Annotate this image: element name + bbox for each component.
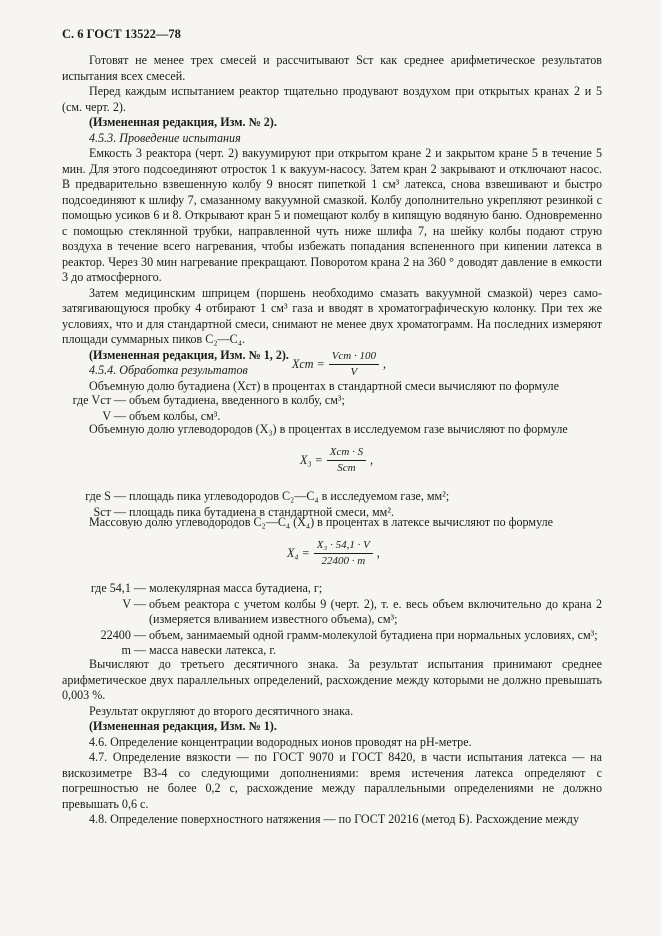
formula-lhs: X₃ = <box>300 452 323 467</box>
paragraph: 4.7. Определение вязкости — по ГОСТ 9070 и ГОСТ 8420, в части испытания латекса — на вискозиметре ВЗ-4 со следующими дополнениями: время истечения латекса определяют с погрешностью не более 0,2 с, расхождение между параллельными определениями не должно превышать 0,6 с. <box>62 750 602 811</box>
definition-text: объем бутадиена, введенного в колбу, см³; <box>129 393 345 407</box>
formula-numerator: Xст · S <box>327 446 366 461</box>
paragraph: Затем медицинским шприцем (поршень необходимо смазать вакуумной смазкой) через само-затягивающуюся пробку 4 отбирают 1 см³ газа и вводят в хроматографическую колонку. При тех же условиях, что и для стандартной смеси, снимают не менее двух хроматограмм. На последних измеряют площади суммарных пиков С₂—С₄. <box>62 285 602 346</box>
formula-tail: , <box>370 452 374 467</box>
formula-numerator: Vст · 100 <box>329 350 379 365</box>
page-header: С. 6 ГОСТ 13522—78 <box>62 27 181 41</box>
formula-lhs: Xст = <box>292 356 325 371</box>
definition-term: где 54,1 — <box>90 581 146 595</box>
definition-row <box>62 597 602 628</box>
definition-text: объем реактора с учетом колбы 9 (черт. 2), т. е. весь объем включительно до крана 2 (измеряется вливанием известного объема), см³; <box>149 596 602 626</box>
formula-fraction <box>327 446 366 475</box>
section-heading: 4.5.4. Обработка результатов <box>89 363 248 377</box>
paragraph: Вычисляют до третьего десятичного знака. За результат испытания принимают среднее арифметическое двух параллельных определений, расхождение между которыми не должно превышать 0,003 %. <box>62 657 602 702</box>
formula-numerator: X₃ · 54,1 · V <box>314 539 373 554</box>
formula-lhs: X₄ = <box>287 545 310 560</box>
formula-x4 <box>287 539 380 568</box>
paragraph: Готовят не менее трех смесей и рассчитывают Sст как среднее арифметическое результатов испытания всех смесей. <box>62 53 602 83</box>
paragraph: 4.8. Определение поверхностного натяжения — по ГОСТ 20216 (метод Б). Расхождение между <box>89 812 579 826</box>
definition-text: площадь пика углеводородов С₂—С₄ в исследуемом газе, мм²; <box>129 489 450 503</box>
section-heading: 4.5.3. Проведение испытания <box>89 130 241 145</box>
definitions-3 <box>62 581 602 659</box>
formula-denominator: V <box>350 366 358 378</box>
formula-fraction <box>314 539 373 568</box>
paragraph: 4.6. Определение концентрации водородных ионов проводят на рН-метре. <box>89 734 472 749</box>
edition-note: (Измененная редакция, Изм. № 1). <box>89 719 277 733</box>
formula-tail: , <box>382 356 387 371</box>
formula-fraction <box>329 350 379 379</box>
text-block-3 <box>62 515 602 531</box>
paragraph: Емкость 3 реактора (черт. 2) вакуумируют при открытом кране 2 и закрытом кране 5 в течение 5 мин. Для этого подсоединяют отросток 1 к вакуум-насосу. Затем кран 2 закрывают и отключают насос. В предварительно взвешенную колбу 9 вносят пипеткой 1 см³ латекса, снова взвешивают и быстро подсоединяют к шлифу 7, смазанному вакуумной смазкой. Колбу дополнительно укрепляют резинкой с помощью усиков 6 и 8. Открывают кран 5 и помещают колбу в кипящую водяную баню. Одновременно с помощью стеклянной трубки, направленной чуть ниже шлифа 7, на шейку колбы подают струю воздуха в течение всего нагревания, чтобы избежать попадания вспененного при кипении латекса в реактор. Через 30 мин нагревание прекращают. Поворотом крана 2 на 360 ° доводят давление в емкости 3 до атмосферного. <box>62 146 602 284</box>
paragraph: Перед каждым испытанием реактор тщательно продувают воздухом при открытых кранах 2 и 5 (см. черт. 2). <box>62 84 602 114</box>
paragraph: Результат округляют до второго десятичного знака. <box>89 703 354 718</box>
definition-row <box>62 581 602 597</box>
paragraph: Объемную долю углеводородов (X₃) в процентах в исследуемом газе вычисляют по формуле <box>89 422 568 436</box>
text-block-4 <box>62 657 602 828</box>
paragraph: Объемную долю бутадиена (Xст) в процентах в стандартной смеси вычисляют по формуле <box>89 378 559 393</box>
definition-row <box>62 628 602 644</box>
definition-text: молекулярная масса бутадиена, г; <box>149 581 323 595</box>
definition-term: m — <box>121 643 146 657</box>
definition-text: объем, занимаемый одной грамм-молекулой бутадиена при нормальных условиях, см³; <box>149 627 598 642</box>
definition-row <box>62 489 602 505</box>
definition-text: объем колбы, см³. <box>129 408 221 423</box>
definition-term: Sст — <box>93 504 126 519</box>
definition-term: где Vст — <box>72 393 126 407</box>
definition-text: масса навески латекса, г. <box>149 643 276 657</box>
definitions-1 <box>62 393 602 424</box>
formula-denominator: 22400 · m <box>321 555 366 567</box>
formula-x3 <box>300 446 373 475</box>
definition-term: где S — <box>85 489 126 503</box>
paragraph: Массовую долю углеводородов С₂—С₄ (X₄) в процентах в латексе вычисляют по формуле <box>89 515 553 529</box>
definition-term: V — <box>122 596 146 611</box>
edition-note: (Измененная редакция, Изм. № 2). <box>89 115 277 129</box>
formula-denominator: Sст <box>337 462 356 474</box>
formula-tail: , <box>376 545 380 560</box>
edition-note: (Измененная редакция, Изм. № 1, 2). <box>89 347 289 362</box>
text-block-1 <box>62 53 602 394</box>
definition-term: V — <box>102 408 126 423</box>
definition-text: площадь пика бутадиена в стандартной смеси, мм². <box>129 504 394 519</box>
text-block-2 <box>62 422 602 438</box>
definition-term: 22400 — <box>100 627 146 642</box>
definition-row <box>62 393 602 409</box>
formula-x-st <box>292 350 386 379</box>
